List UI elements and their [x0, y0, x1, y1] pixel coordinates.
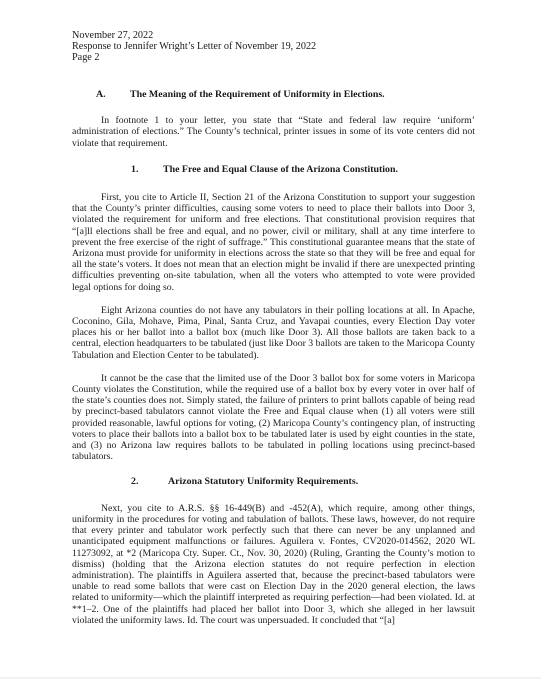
section-a-paragraph: In footnote 1 to your letter, you state that “State and federal law require ‘uniform’ administration of elections.” The County’s technical, printer issues in some of its vote centers did not violate that requirement. — [72, 115, 475, 149]
section-1-title: The Free and Equal Clause of the Arizona Constitution. — [163, 163, 398, 175]
section-a-number: A. — [96, 89, 106, 100]
letter-date: November 27, 2022 — [72, 30, 154, 41]
section-2-number: 2. — [131, 476, 139, 488]
section-a-heading — [72, 89, 475, 100]
section-1-paragraph-3: It cannot be the case that the limited use of the Door 3 ballot box for some voters in Maricopa County violates the Constitution, while the required use of a ballot box by every voter in over half of the state’s counties does not. Simply stated, the failure of printers to print ballots capable of being read by precinct-based tabulators cannot violate the Free and Equal clause when (1) all voters were still provided reasonable, lawful options for voting, (2) Maricopa County’s contingency plan, of instructing voters to place their ballots into a ballot box to be tabulated later is used by eight counties in the state, and (3) no Arizona law requires ballots to be tabulated in polling locations using precinct-based tabulators. — [72, 372, 475, 463]
section-1-paragraph-1: First, you cite to Article II, Section 21 of the Arizona Constitution to support your suggestion that the County’s printer difficulties, causing some voters to need to place their ballots into Door 3, violated the requirement for uniform and free elections. That constitutional provision requires that “[a]ll elections shall be free and equal, and no power, civil or military, shall at any time interfere to prevent the free exercise of the right of suffrage.” This constitutional guarantee means that the state of Arizona must provide for uniformity in elections across the state so that they will be free and equal for all the state’s voters. It does not mean that an election might be invalid if there are unexpected printing difficulties preventing on-site tabulation, when all the voters who attempted to vote were provided legal options for doing so. — [72, 192, 475, 293]
section-1-paragraph-2: Eight Arizona counties do not have any tabulators in their polling locations at all. In Apache, Coconino, Gila, Mohave, Pima, Pinal, Santa Cruz, and Yavapai counties, every Election Day voter places his or her ballot into a ballot box (much like Door 3). All those ballots are taken back to a central, election headquarters to be tabulated (just like Door 3 ballots are taken to the Maricopa County Tabulation and Election Center to be tabulated). — [72, 304, 475, 361]
letter-body — [72, 89, 475, 626]
section-a-title: The Meaning of the Requirement of Uniformity in Elections. — [130, 89, 385, 100]
section-2-heading — [72, 476, 475, 487]
section-1-heading — [72, 164, 475, 175]
letter-subject: Response to Jennifer Wright’s Letter of November 19, 2022 — [72, 41, 317, 53]
section-2-title: Arizona Statutory Uniformity Requirements. — [168, 476, 359, 488]
section-1-number: 1. — [131, 163, 139, 175]
page-number: Page 2 — [72, 52, 100, 64]
letter-header — [72, 30, 316, 64]
section-2-paragraph: Next, you cite to A.R.S. §§ 16-449(B) and -452(A), which require, among other things, uniformity in the procedures for voting and tabulation of ballots. These laws, however, do not require that every printer and tabulator work perfectly such that there can never be any unplanned and unanticipated equipment malfunctions or failures. Aguilera v. Fontes, CV2020-014562, 2020 WL 11273092, at *2 (Maricopa Cty. Super. Ct., Nov. 30, 2020) (Ruling, Granting the County’s motion to dismiss) (holding that the Arizona election statutes do not require perfection in election administration). The plaintiffs in Aguilera asserted that, because the precinct-based tabulators were unable to read some ballots that were cast on Election Day in the 2020 general election, the laws related to uniformity—which the plaintiff interpreted as requiring perfection—had been violated. Id. at **1–2. One of the plaintiffs had placed her ballot into Door 3, which she alleged in her lawsuit violated the uniformity laws. Id. The court was unpersuaded. It concluded that “[a] — [72, 502, 475, 626]
